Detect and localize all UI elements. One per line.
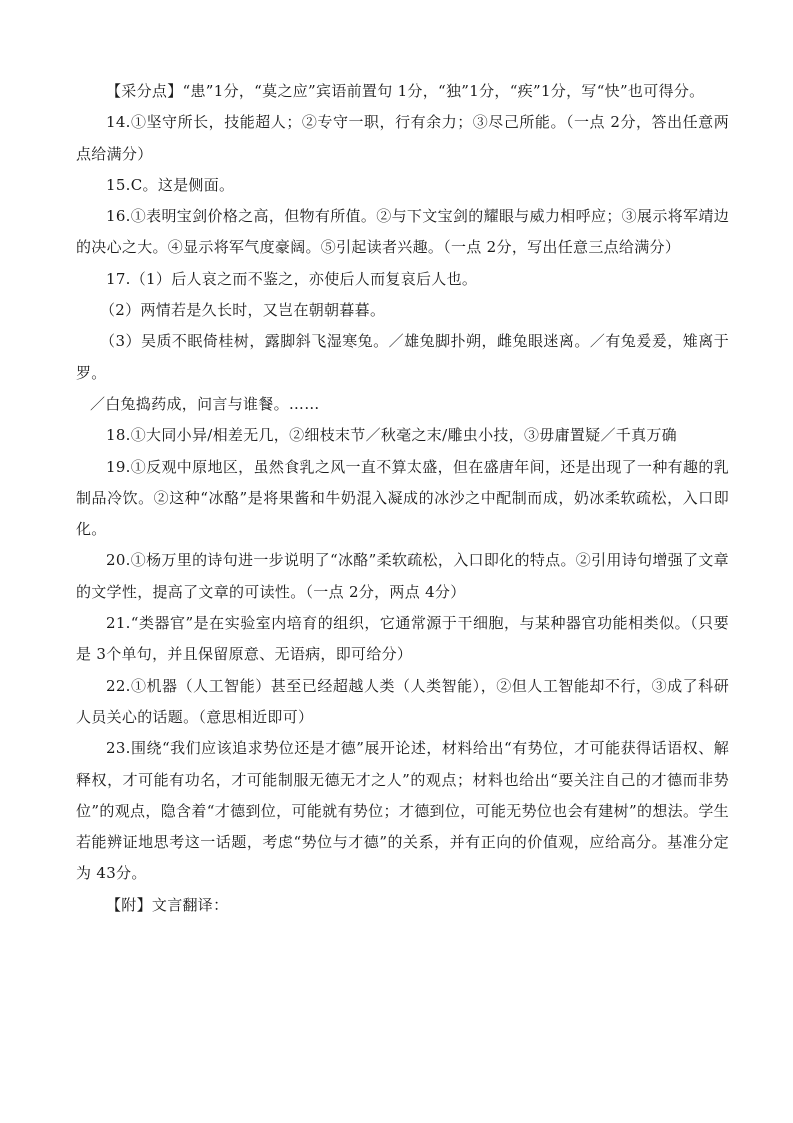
answer-17-3-continued: ／白兔捣药成，问言与谁餐。…… [90,394,320,413]
answer-18: 18.①大同小异/相差无几，②细枝末节／秋毫之末/雕虫小技，③毋庸置疑／千真万确 [106,426,677,445]
answer-23: 23.围绕“我们应该追求势位还是才德”展开论述，材料给出“有势位，才可能获得话语权、解释权，才可能有功名，才可能制服无德无才之人”的观点；材料也给出“要关注自己的才德而非势位”的观点，隐含着“才德到位，可能就有势位；才德到位，可能无势位也会有建树”的想法。学生若能辨证地思考这一话题，考虑“势位与才德”的关系，并有正向的价值观，应给高分。基准分定为 43分。 [76,739,729,883]
answer-19: 19.①反观中原地区，虽然食乳之风一直不算太盛，但在盛唐年间，还是出现了一种有趣的乳制品冷饮。②这种“冰酪”是将果酱和牛奶混入凝成的冰沙之中配制而成，奶冰柔软疏松，入口即化。 [76,457,729,539]
answer-20: 20.①杨万里的诗句进一步说明了“冰酪”柔软疏松，入口即化的特点。②引用诗句增强了文章的文学性，提高了文章的可读性。（一点 2分，两点 4分） [76,551,729,601]
answer-21: 21.“类器官”是在实验室内培育的组织，它通常源于干细胞，与某种器官功能相类似。（只要是 3个单句，并且保留原意、无语病，即可给分） [76,614,729,664]
answer-22: 22.①机器（人工智能）甚至已经超越人类（人类智能），②但人工智能却不行，③成了科研人员关心的话题。（意思相近即可） [76,676,729,726]
answer-14: 14.①坚守所长，技能超人；②专守一职，行有余力；③尽己所能。（一点 2分，答出任意两点给满分） [76,113,729,163]
answer-15: 15.C。这是侧面。 [106,175,235,194]
answer-17-3: （3）吴质不眠倚桂树，露脚斜飞湿寒兔。／雄兔脚扑朔，雌兔眼迷离。／有兔爰爰，雉离于罗。 [76,332,729,382]
answer-16: 16.①表明宝剑价格之高，但物有所值。②与下文宝剑的耀眼与威力相呼应；③展示将军靖边的决心之大。④显示将军气度豪阔。⑤引起读者兴趣。（一点 2分，写出任意三点给满分） [76,207,729,257]
appendix-heading: 【附】文言翻译： [106,895,229,914]
answer-17-2: （2）两情若是久长时，又岂在朝朝暮暮。 [100,301,386,320]
answer-17-1: 17.（1）后人哀之而不鉴之，亦使后人而复哀后人也。 [106,269,478,288]
scoring-points-paragraph: 【采分点】“患”1分，“莫之应”宾语前置句 1分，“独”1分，“疾”1分，写“快”也可得分。 [106,82,705,100]
